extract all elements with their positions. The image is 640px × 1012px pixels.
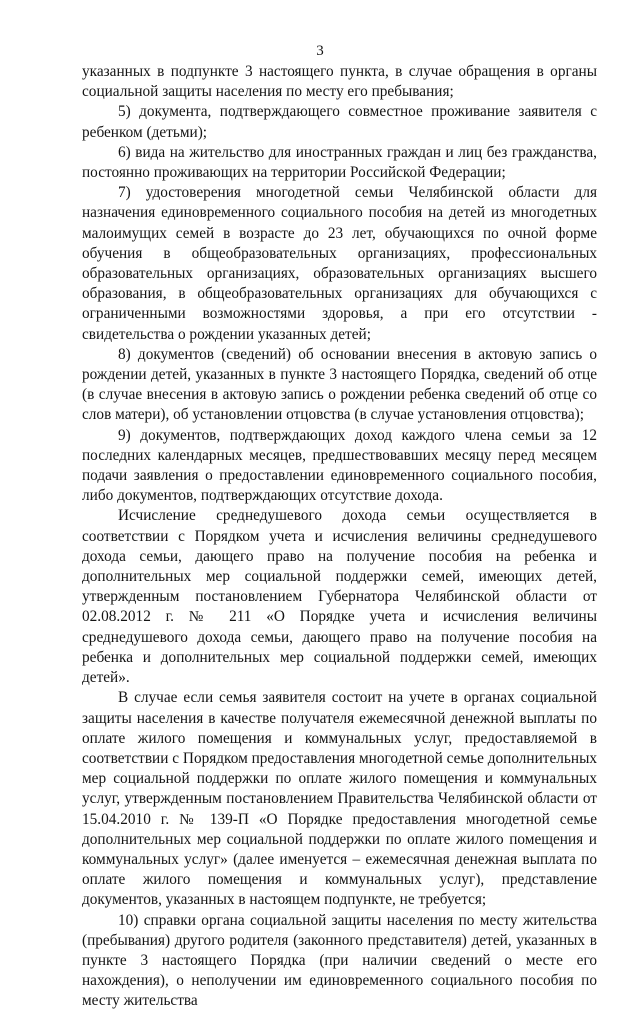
paragraph-item-5: 5) документа, подтверждающего совместное проживание заявителя с ребенком (детьми);: [82, 103, 597, 141]
paragraph-registration-exception: В случае если семья заявителя состоит на учете в органах социальной защиты населения в качестве получателя ежемесячной денежной выплаты по оплате жилого помещения и коммунальных услуг, предоставляемой в соответствии с Порядком предоставления многодетной семье дополнительных мер социальной поддержки по оплате жилого помещения и коммунальных услуг, утвержденным постановлением Правительства Челябинской области от 15.04.2010 г. № 139-П «О Порядке предоставления многодетной семье дополнительных мер социальной поддержки по оплате жилого помещения и коммунальных услуг» (далее именуется – ежемесячная денежная выплата по оплате жилого помещения и коммунальных услуг), представление документов, указанных в настоящем подпункте, не требуется;: [82, 689, 597, 909]
paragraph-continuation: указанных в подпункте 3 настоящего пункта, в случае обращения в органы социальной защиты населения по месту его пребывания;: [82, 63, 597, 101]
paragraph-item-9: 9) документов, подтверждающих доход каждого члена семьи за 12 последних календарных месяцев, предшествовавших месяцу перед месяцем подачи заявления о предоставлении единовременного социального пособия, либо документов, подтверждающих отсутствие дохода.: [82, 426, 597, 505]
document-body: [82, 62, 597, 1012]
paragraph-item-10: 10) справки органа социальной защиты населения по месту жительства (пребывания) другого родителя (законного представителя) детей, указанных в пункте 3 настоящего Порядка (при наличии сведений о месте его нахождения), о неполучении им единовременного социального пособия по месту жительства: [82, 911, 597, 1010]
paragraph-income-calculation: Исчисление среднедушевого дохода семьи осуществляется в соответствии с Порядком учета и исчисления величины среднедушевого дохода семьи, дающего право на получение пособия на ребенка и дополнительных мер социальной поддержки семей, имеющих детей, утвержденным постановлением Губернатора Челябинской области от 02.08.2012 г. № 211 «О Порядке учета и исчисления величины среднедушевого дохода семьи, дающего право на получение пособия на ребенка и дополнительных мер социальной поддержки семей, имеющих детей».: [82, 507, 597, 687]
paragraph-item-7: 7) удостоверения многодетной семьи Челябинской области для назначения единовременного социального пособия на детей из многодетных малоимущих семей в возрасте до 23 лет, обучающихся по очной форме обучения в общеобразовательных организациях, профессиональных образовательных организациях, образовательных организациях высшего образования, в общеобразовательных организациях для обучающихся с ограниченными возможностями здоровья, а при его отсутствии - свидетельства о рождении указанных детей;: [82, 184, 597, 343]
page-number: 3: [316, 43, 324, 59]
paragraph-item-8: 8) документов (сведений) об основании внесения в актовую запись о рождении детей, указанных в пункте 3 настоящего Порядка, сведений об отце (в случае внесения в актовую запись о рождении ребенка сведений об отце со слов матери), об установлении отцовства (в случае установления отцовства);: [82, 345, 597, 424]
paragraph-item-6: 6) вида на жительство для иностранных граждан и лиц без гражданства, постоянно проживающих на территории Российской Федерации;: [82, 143, 597, 182]
